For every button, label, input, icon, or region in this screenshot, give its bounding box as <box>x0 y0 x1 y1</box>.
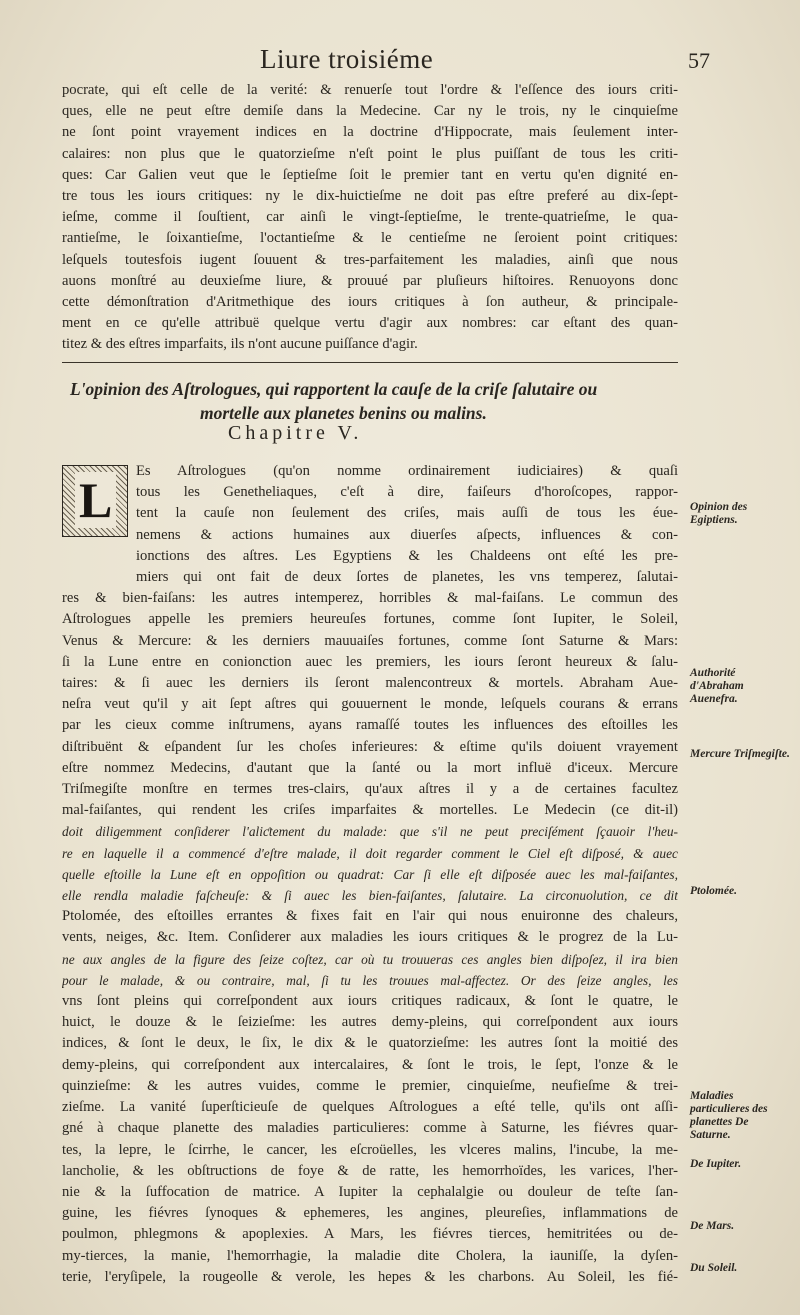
text-line: Aſtrologues appelle les premiers heureuſes fortunes, comme ſont Iupiter, le Soleil, <box>62 611 678 628</box>
text-line: miers qui ont fait de deux ſortes de planetes, les vns temperez, ſalutai- <box>136 569 678 586</box>
main-text <box>62 461 678 1288</box>
text-line: quelle eſtoille la Lune eſt en oppoſition ou quadrat: Car ſi elle eſt diſposée auec les mal-faiſantes, <box>62 866 678 882</box>
text-line: zieſme. La vanité ſuperſticieuſe de quelques Aſtrologues a eſté telle, qu'ils ont aſſi- <box>62 1099 678 1116</box>
text-line: Triſmegiſte monſtre en termes tres-clairs, qu'aux aſtres il y a de certaines facultez <box>62 781 678 798</box>
top-paragraph <box>62 80 678 356</box>
dropcap-letter: L <box>75 472 116 528</box>
text-line: res & bien-faiſans: les autres intemperez, horribles & mal-faiſans. Le commun des <box>62 590 678 607</box>
text-line: tous les Genetheliaques, c'eſt à dire, faiſeurs d'horoſcopes, rappor- <box>136 484 678 501</box>
text-line: pour le malade, & ou contraire, mal, ſi tu les trouues mal-affectez. Or des ſeize angles, les <box>62 972 678 988</box>
text-line: calaires: non plus que le quatorzieſme n'eſt point le plus puiſſant de tous les criti- <box>62 145 678 162</box>
margin-note: Authorité d'Abraham Auenefra. <box>690 667 744 705</box>
text-line: ſi la Lune entre en conionction auec les premiers, les iours ſeront heureux & ſalu- <box>62 653 678 670</box>
text-line: eſtre nommez Medecins, d'autant que la ſanté ou la mort influë d'iceux. Mercure <box>62 759 678 776</box>
text-line: elle rendla maladie faſcheuſe: & ſi auec les bien-faiſantes, ſalutaire. La circonuolution, ce dit <box>62 888 678 904</box>
text-line: tre tous les iours critiques: ny le dix-huictieſme ne doit pas eſtre preferé au dix-ſept- <box>62 188 678 205</box>
text-line: nie & la ſuffocation de matrice. A Iupiter la cephalalgie ou douleur de teſte ſan- <box>62 1183 678 1200</box>
text-line: taires: & ſi auec les derniers ils ſeront malencontreux & mortels. Abraham Aue- <box>62 675 678 692</box>
margin-note: Du Soleil. <box>690 1262 738 1274</box>
text-line: titez & des eſtres imparfaits, ils n'ont aucune puiſſance d'agir. <box>62 336 418 353</box>
text-line: nemens & actions humaines aux diuerſes aſpects, influences & con- <box>136 526 678 543</box>
section-heading-line1: L'opinion des Aſtrologues, qui rapportent la cauſe de la criſe ſalutaire ou <box>70 379 598 399</box>
section-heading-line2: mortelle aux planetes benins ou malins. <box>200 403 487 423</box>
margin-note: De Mars. <box>690 1220 735 1232</box>
text-line: leſquels toutesfois iugent ſouuent & tres-parfaitement les maladies, ainſi que nous <box>62 251 678 268</box>
text-line: quinzieſme: & les autres vuides, comme le premier, cinquieſme, neufieſme & trei- <box>62 1077 678 1094</box>
text-line: tes, la lepre, le ſcirrhe, le cancer, les eſcroüelles, les vlceres malins, l'incube, la me- <box>62 1141 678 1158</box>
margin-note: Ptolomée. <box>690 885 737 897</box>
text-line: vns ſont pleins qui correſpondent aux iours critiques radicaux, & ſont le quatre, le <box>62 993 678 1010</box>
text-line: ment en ce qu'elle attribuë quelque vertu d'agir aux nombres: car eſtant des quan- <box>62 315 678 332</box>
section-rule <box>62 362 678 363</box>
text-line: indices, & ſont le deux, le ſix, le dix & le quatorzieſme: les autres ſont la moitié des <box>62 1035 678 1052</box>
text-line: guine, les fiévres ſynoques & ephemeres, les angines, pleureſies, inflammations de <box>62 1205 678 1222</box>
text-line: ieſme, comme il ſouſtient, car ainſi le vingt-ſeptieſme, le trente-quatrieſme, le qua- <box>62 209 678 226</box>
text-line: mal-faiſantes, qui rendent les criſes imparfaites & mortelles. Le Medecin (ce dit-il) <box>62 802 678 819</box>
text-line: vents, neiges, &c. Item. Conſiderer aux maladies les iours critiques & le progrez de la Lu- <box>62 929 678 946</box>
text-line: terie, l'eryſipele, la rougeolle & verole, les hepes & les charbons. Au Soleil, les fié- <box>62 1268 678 1285</box>
text-line: huict, le douze & le ſeizieſme: les autres demy-pleins, qui correſpondent aux iours <box>62 1014 678 1031</box>
text-line: doit diligemment conſiderer l'aliƈtement du malade: que s'il ne peut preciſément ſçauoir l'heu- <box>62 824 678 840</box>
text-line: Ptolomée, des eſtoilles errantes & fixes fait en l'air qui nous enuironne des chaleurs, <box>62 908 678 925</box>
text-line: ques, elle ne peut eſtre demiſe dans la Medecine. Car ny le trois, ny le cinquieſme <box>62 103 678 120</box>
text-line: poulmon, phlegmons & apoplexies. A Mars, les fiévres tierces, hemitritées ou de- <box>62 1226 678 1243</box>
text-line: ionctions des aſtres. Les Egyptiens & les Chaldeens ont eſté les pre- <box>136 547 678 564</box>
margin-note: Opinion des Egiptiens. <box>690 501 748 526</box>
text-line: ques: Car Galien veut que le ſeptieſme ſoit le premier tant en vertu qu'en dignité en- <box>62 166 678 183</box>
page-header <box>60 44 710 84</box>
text-line: auons monſtré au deuxieſme liure, & prouué par pluſieurs hiſtoires. Renuoyons donc <box>62 272 678 289</box>
text-line: Es Aſtrologues (qu'on nomme ordinairement iudiciaires) & quaſi <box>136 463 678 479</box>
text-line: Venus & Mercure: & les derniers mauuaiſes fortunes, comme ſont Saturne & Mars: <box>62 632 678 649</box>
text-line: par les cieux comme inſtrumens, ayans ramaſſé toutes les influences des eſtoilles les <box>62 717 678 734</box>
text-line: ne aux angles de la figure des ſeize coſtez, car où tu trouueras ces angles bien diſpoſez, il ira bien <box>62 951 678 967</box>
margin-note: Maladies particulieres des planettes De Saturne. <box>690 1090 768 1141</box>
text-line: lancholie, & les obſtructions de foye & de ratte, les hemorrhoïdes, les varices, l'her- <box>62 1162 678 1179</box>
section-heading <box>70 377 670 425</box>
margin-note: Mercure Triſmegiſte. <box>690 748 790 760</box>
margin-note: De Iupiter. <box>690 1158 742 1170</box>
text-line: rantieſme, le ſoixantieſme, l'octantieſme & le centieſme ne ſeroient point critiques: <box>62 230 678 247</box>
running-head: Liure troisiéme <box>260 44 434 74</box>
text-line: neſra veut qu'il y ait ſept aſtres qui gouuernent le monde, leſquels courans & errans <box>62 696 678 713</box>
text-line: tent la cauſe non ſeulement des criſes, mais auſſi de tous les éue- <box>136 505 678 522</box>
text-line: ne ſont point vrayement indices en la doctrine d'Hippocrate, mais ſeulement inter- <box>62 124 678 141</box>
text-line: my-tierces, la manie, l'hemorrhagie, la maladie dite Cholera, la iauniſſe, la dyſen- <box>62 1247 678 1264</box>
chapter-title: Chapitre V. <box>228 422 363 444</box>
text-line: gné à chaque planette des maladies particulieres: comme à Saturne, les fiévres quar- <box>62 1120 678 1137</box>
text-line: re en laquelle il a commencé d'eſtre malade, il doit regarder comment le Ciel eſt diſposé, & auec <box>62 845 678 861</box>
text-line: cette démonſtration d'Aritmethique des iours critiques à ſon autheur, & principale- <box>62 294 678 311</box>
text-line: demy-pleins, qui correſpondent aux intercalaires, & ſont le trois, le ſept, l'onze & le <box>62 1056 678 1073</box>
text-line: diſtribuënt & eſpandent ſur les choſes inferieures: & eſtime qu'ils doiuent vrayement <box>62 738 678 755</box>
text-line: pocrate, qui eſt celle de la verité: & renuerſe tout l'ordre & l'eſſence des iours criti- <box>62 82 678 98</box>
page-number: 57 <box>688 48 710 73</box>
